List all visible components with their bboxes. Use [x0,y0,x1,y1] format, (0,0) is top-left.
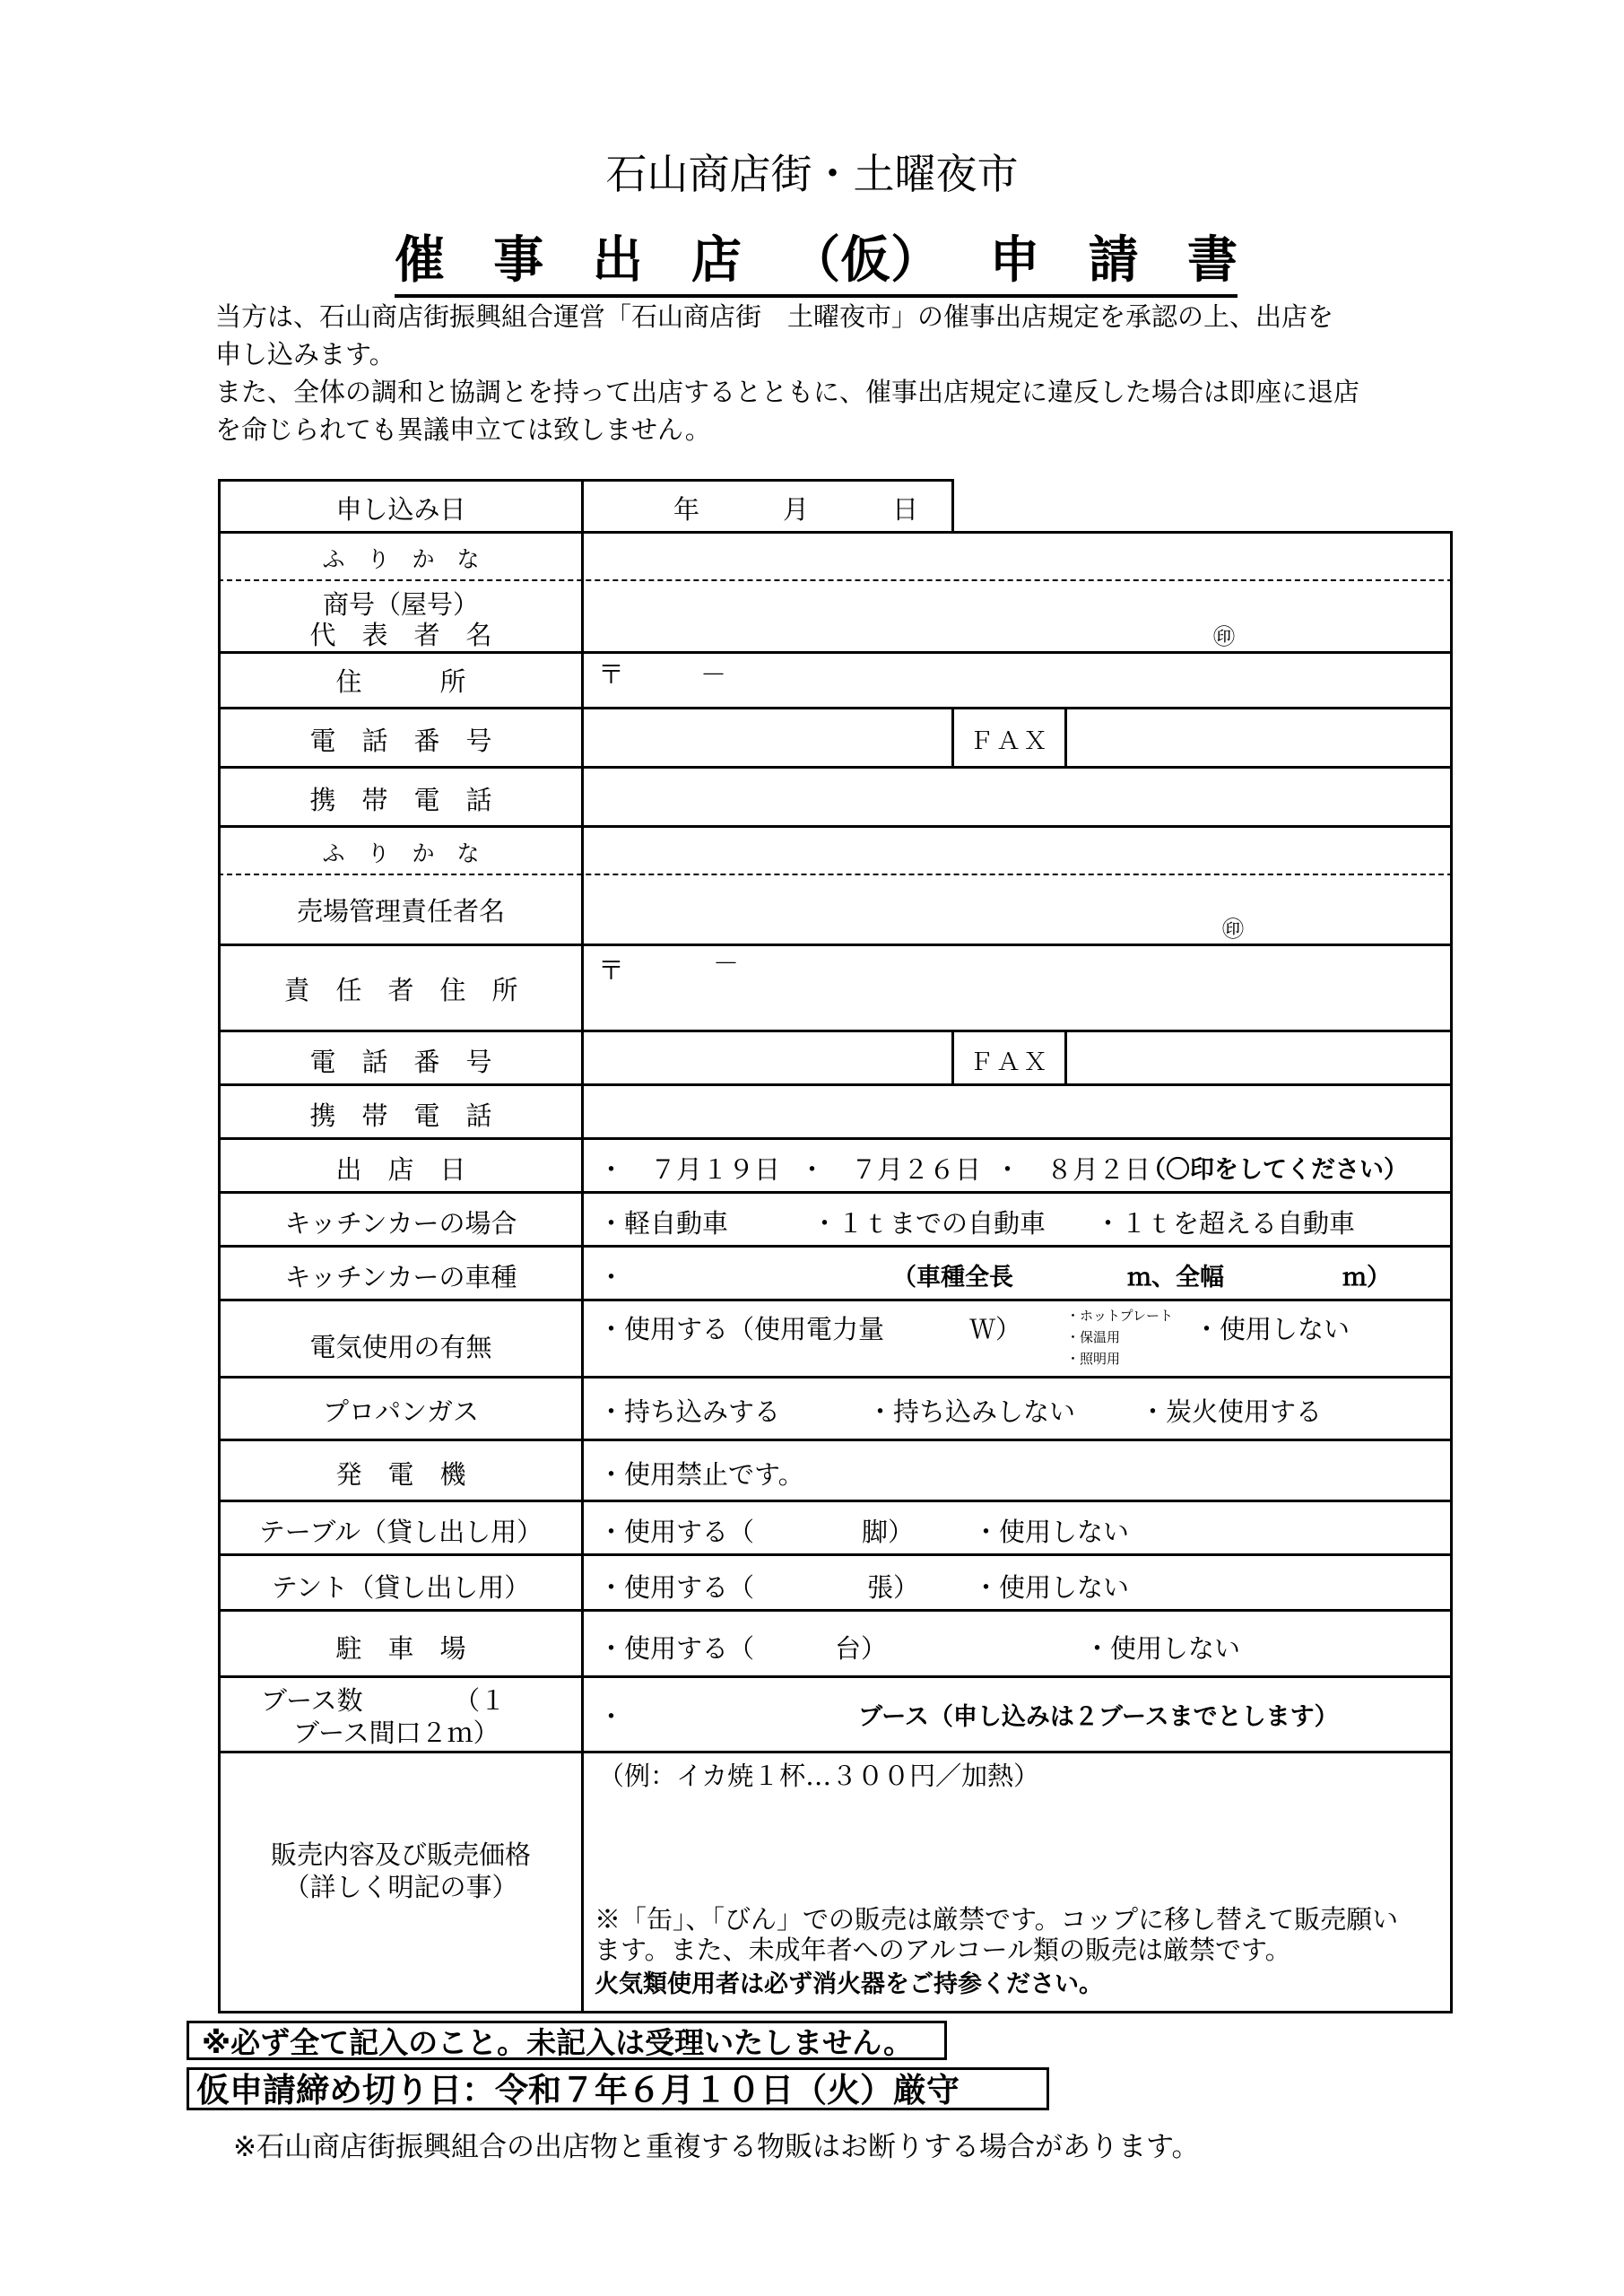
application-form [218,479,1453,2013]
booth-label: ブース間口２ｍ） [293,1718,499,1748]
address-field[interactable] [756,655,1437,703]
electricity-sub: ・保温用 [1066,1329,1121,1345]
form-line [218,707,1453,709]
form-dashed-line [218,874,1453,875]
furigana-label: ふ り か な [322,546,480,572]
title-char: 店 [690,231,742,290]
furigana-field[interactable] [586,829,1446,872]
form-line [218,531,1453,534]
electricity-use-option[interactable]: ・使用する（使用電力量 [598,1314,885,1344]
parking-unit-label: 台） [835,1633,888,1664]
car-width-label: ｍ、全幅 [1127,1264,1224,1292]
form-line [218,1376,1453,1378]
tent-unit-label: 張） [867,1572,920,1603]
form-line [218,1500,1453,1502]
document-title [395,221,1238,298]
form-line [218,1030,1453,1032]
representative-label: 代 表 者 名 [309,620,492,650]
day-label: 日 [892,494,919,525]
mandatory-notice: ※必ず全て記入のこと。未記入は受理いたしません。 [187,2021,947,2060]
kitchen-car-type-label: キッチンカーの車種 [284,1262,517,1292]
furigana-label: ふ り か な [322,840,480,866]
propane-option[interactable]: ・炭火使用する [1140,1396,1323,1427]
form-line [218,1083,1453,1086]
form-line [218,1299,1453,1301]
phone-label: 電 話 番 号 [309,1047,492,1077]
title-char: 出 [592,231,643,290]
month-label: 月 [783,494,810,525]
bullet: ・ [598,1262,625,1292]
manager-address-field[interactable] [756,947,1437,1026]
bullet: ・ [598,1701,625,1732]
date-option[interactable]: ・ ８月２日 [994,1154,1151,1185]
intro-line: 申し込みます。 [215,339,395,370]
title-char: （仮） [790,231,942,290]
fax-field[interactable] [1070,710,1446,762]
sales-label: （詳しく明記の事） [283,1872,518,1902]
postal-mark: 〒 [598,659,625,690]
electricity-no-use-option[interactable]: ・使用しない [1194,1314,1350,1344]
form-line [218,1137,1453,1140]
tent-rental-label: テント（貸し出し用） [271,1572,531,1603]
propane-option[interactable]: ・持ち込みする [598,1396,781,1427]
form-line [218,1191,1453,1194]
form-line [218,1675,1453,1678]
application-date-label: 申し込み日 [335,494,466,525]
postal-dash: － [700,659,727,690]
intro-line: また、全体の調和と協調とを持って出店するとともに、催事出店規定に違反した場合は即座に退店 [215,377,1360,407]
form-line [1450,531,1453,2013]
form-line [218,1245,1453,1248]
generator-text: ・使用禁止です。 [598,1459,804,1490]
electricity-sub: ・ホットプレート [1066,1308,1173,1324]
seal-mark: ㊞ [1213,624,1235,649]
document-subtitle: 石山商店街・土曜夜市 [605,150,1019,198]
form-line [951,707,954,769]
booth-label: ブース数 （１ [261,1685,507,1716]
title-char: 催 [395,231,445,290]
form-line [1064,1030,1067,1086]
year-label: 年 [673,494,700,525]
postal-dash: － [713,948,740,978]
tent-no-use-option[interactable]: ・使用しない [973,1572,1130,1603]
sales-note: ます。また、未成年者へのアルコール類の販売は厳禁です。 [595,1935,1291,1965]
sales-field[interactable] [586,1794,1446,1891]
electricity-label: 電気使用の有無 [309,1332,492,1362]
sales-note-bold: 火気類使用者は必ず消火器をご持参ください。 [595,1970,1103,1998]
fax-label: ＦＡＸ [969,727,1050,755]
title-char: 書 [1186,231,1238,290]
intro-line: 当方は、石山商店街振興組合運営「石山商店街 土曜夜市」の催事出店規定を承認の上、出店を [215,301,1334,332]
form-line [1064,707,1067,769]
mobile-field[interactable] [586,1087,1446,1134]
electricity-sub: ・照明用 [1066,1351,1121,1367]
mobile-label: 携 帯 電 話 [309,785,492,815]
date-option[interactable]: ・ ７月２６日 [799,1154,982,1185]
car-length-label: （車種全長 [892,1264,1013,1292]
shop-name-field[interactable] [586,585,1375,648]
form-line [218,1439,1453,1441]
store-date-label: 出 店 日 [335,1154,466,1185]
intro-line: を命じられても異議申立ては致しません。 [215,414,711,445]
deadline-notice: 仮申請締め切り日：令和７年６月１０日（火）厳守 [187,2067,1049,2110]
form-line [218,825,1453,828]
propane-option[interactable]: ・持ち込みしない [867,1396,1076,1427]
title-char: 請 [1088,231,1139,290]
kitchen-car-option[interactable]: ・軽自動車 [598,1208,729,1239]
manager-name-field[interactable] [586,879,1375,940]
form-line [218,944,1453,946]
manager-name-label: 売場管理責任者名 [296,896,505,926]
fax-label: ＦＡＸ [969,1048,1050,1076]
form-line [581,479,584,2013]
form-line [951,479,954,534]
parking-use-option[interactable]: ・使用する（ [598,1633,755,1664]
footnote: ※石山商店街振興組合の出店物と重複する物販はお断りする場合があります。 [233,2131,1200,2163]
fax-field[interactable] [1070,1033,1446,1080]
form-line [218,1553,1453,1556]
seal-mark: ㊞ [1222,917,1244,942]
postal-mark: 〒 [598,955,625,986]
table-rental-label: テーブル（貸し出し用） [258,1517,543,1547]
table-no-use-option[interactable]: ・使用しない [973,1517,1130,1547]
form-line [218,1751,1453,1753]
form-line [218,479,221,2013]
parking-no-use-option[interactable]: ・使用しない [1084,1633,1241,1664]
manager-address-label: 責 任 者 住 所 [283,975,518,1005]
address-label: 住 所 [335,666,466,697]
watt-label: Ｗ） [969,1314,1022,1344]
generator-label: 発 電 機 [335,1459,466,1490]
kitchen-car-option[interactable]: ・１ｔを超える自動車 [1095,1208,1356,1239]
form-dashed-line [218,579,1453,581]
date-option[interactable]: ・ ７月１９日 [598,1154,781,1185]
furigana-field[interactable] [586,535,1446,578]
shop-name-label: 商号（屋号） [322,589,479,620]
date-note: （〇印をしてください） [1142,1156,1408,1184]
propane-label: プロパンガス [322,1396,479,1427]
phone-label: 電 話 番 号 [309,726,492,756]
table-use-option[interactable]: ・使用する（ [598,1517,755,1547]
mobile-label: 携 帯 電 話 [309,1100,492,1131]
title-char: 事 [493,231,544,290]
tent-use-option[interactable]: ・使用する（ [598,1572,755,1603]
phone-field[interactable] [586,710,948,762]
sales-label: 販売内容及び販売価格 [270,1839,531,1870]
form-line [218,766,1453,769]
sales-example: （例：イカ焼１杯…３００円／加熱） [598,1761,1040,1791]
form-line [218,479,954,482]
sales-note: ※「缶」、「びん」での販売は厳禁です。コップに移し替えて販売願い [595,1904,1399,1935]
parking-label: 駐 車 場 [335,1633,466,1664]
mobile-field[interactable] [586,770,1446,822]
kitchen-car-option[interactable]: ・１ｔまでの自動車 [812,1208,1046,1239]
phone-field[interactable] [586,1033,948,1080]
form-line [218,2011,1453,2013]
form-line [951,1030,954,1086]
title-char: 申 [989,231,1040,290]
kitchen-car-label: キッチンカーの場合 [284,1208,517,1239]
booth-text: ブース（申し込みは２ブースまでとします） [858,1703,1339,1731]
table-unit-label: 脚） [862,1517,915,1547]
unit-label: ｍ） [1342,1264,1391,1292]
form-line [218,1609,1453,1612]
